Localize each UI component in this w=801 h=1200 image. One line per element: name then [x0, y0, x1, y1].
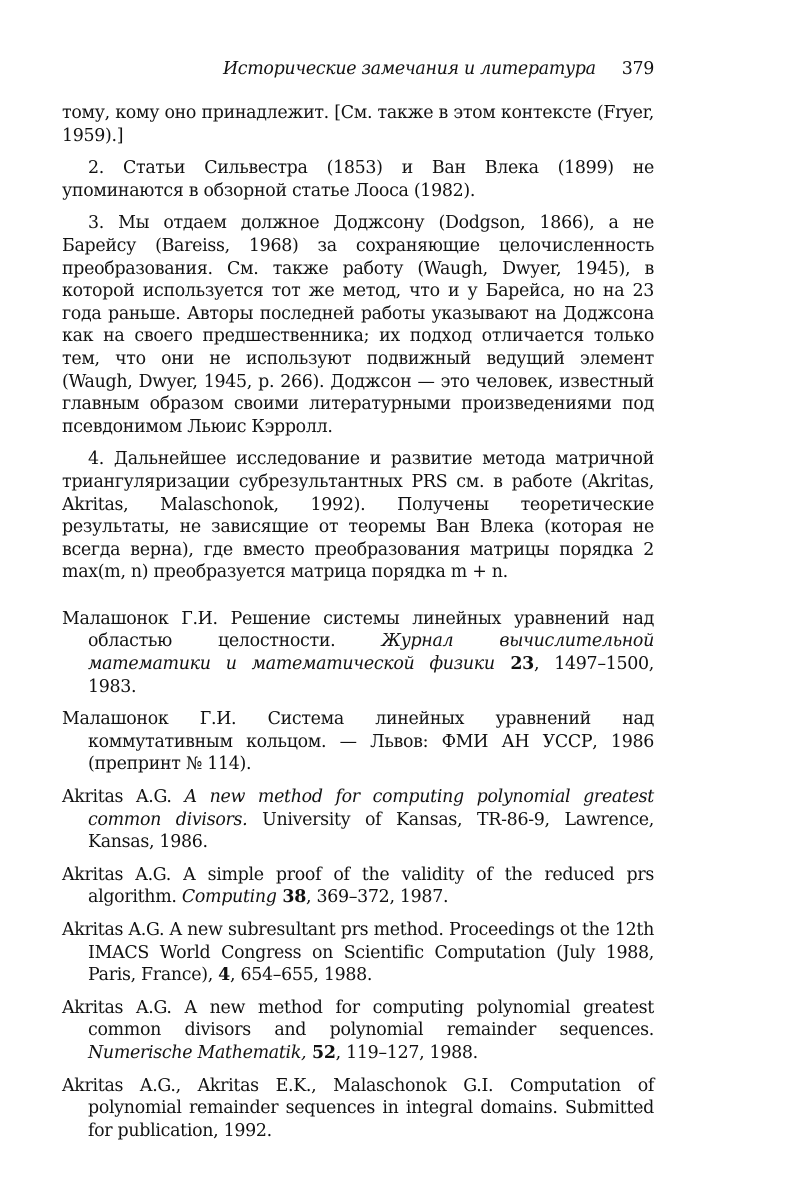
reference-title: Система линейных уравнений над коммутативным кольцом. — Львов: ФМИ АН УССР, 1986 (препринт № 114). [88, 709, 654, 775]
reference-details: , 654–655, 1988. [229, 965, 373, 986]
running-title: Исторические замечания и литература [222, 59, 596, 79]
reference-author: Akritas A.G., Akritas E.K., Malaschonok G.I. [62, 1075, 494, 1096]
reference-details: , 1497–1500, 1983. [88, 654, 654, 697]
reference-details: , 119–127, 1988. [335, 1042, 478, 1063]
reference-title: A simple proof of the validity of the reduced prs algorithm. [88, 864, 654, 908]
reference-item [62, 708, 654, 776]
paragraph-continuation: тому, кому оно принадлежит. [См. также в этом контексте (Fryer, 1959).] [62, 103, 654, 146]
reference-title: Решение системы линейных уравнений над областью целостности. [88, 608, 654, 652]
reference-item [62, 864, 654, 909]
note-3: 3. Мы отдаем должное Доджсону (Dodgson, 1866), а не Барейсу (Bareiss, 1968) за сохраняющие целочисленность преобразования. См. также работу (Waugh, Dwyer, 1945), в которой используется тот же метод, что и у Барейса, но на 23 года раньше. Авторы последней работы указывают на Доджсона как на своего предшественника; их подход отличается только тем, что они не используют подвижный ведущий элемент (Waugh, Dwyer, 1945, p. 266). Доджсон — это человек, известный главным образом своими литературными произведениями под псевдонимом Льюис Кэрролл. [62, 213, 654, 437]
reference-item [62, 608, 654, 698]
reference-author: Akritas A.G. [62, 864, 171, 885]
reference-item [62, 919, 654, 987]
reference-venue: Журнал вычислительной математики и математической физики [88, 631, 654, 675]
reference-title: A new method for computing polynomial greatest common divisors and polynomial remainder sequences. [88, 997, 654, 1041]
page [62, 58, 654, 1152]
reference-venue: Computing [181, 887, 277, 908]
note-2: 2. Статьи Сильвестра (1853) и Ван Влека (1899) не упоминаются в обзорной статье Лооса (1982). [62, 158, 654, 201]
reference-volume: 52 [306, 1042, 336, 1063]
reference-author: Малашонок Г.И. [62, 608, 218, 629]
reference-volume: 23 [494, 654, 534, 675]
note-4: 4. Дальнейшее исследование и развитие метода матричной триангуляризации субрезультантных PRS см. в работе (Akritas, Akritas, Malaschonok, 1992). Получены теоретические результаты, не зависящие от теоремы Ван Влека (которая не всегда верна), где вместо преобразования матрицы порядка 2 max(m, n) преобразуется матрица порядка m + n. [62, 449, 654, 583]
running-header [62, 58, 654, 90]
reference-title: Computation of polynomial remainder sequences in integral domains. Submitted for publication, 1992. [88, 1075, 654, 1141]
reference-author: Akritas A.G. [62, 920, 165, 940]
reference-list [62, 608, 654, 1142]
reference-author: Akritas A.G. [62, 997, 172, 1018]
reference-venue: Numerische Mathematik, [88, 1042, 307, 1063]
page-number: 379 [621, 59, 654, 79]
reference-title: A new subresultant prs method. Proceedings ot the 12th IMACS World Congress on Scientific Computation (July 1988, Paris, France), [88, 920, 654, 986]
reference-item [62, 786, 654, 854]
reference-volume: 38 [276, 887, 306, 908]
reference-volume: 4 [218, 965, 230, 986]
reference-details: University of Kansas, TR-86-9, Lawrence, Kansas, 1986. [88, 809, 654, 853]
reference-details: , 369–372, 1987. [306, 887, 449, 908]
reference-author: Малашонок Г.И. [62, 709, 237, 730]
reference-author: Akritas A.G. [62, 787, 172, 808]
reference-item [62, 997, 654, 1065]
reference-venue: A new method for computing polynomial greatest common divisors. [88, 787, 654, 830]
reference-item [62, 1075, 654, 1143]
reference-title [172, 787, 185, 807]
